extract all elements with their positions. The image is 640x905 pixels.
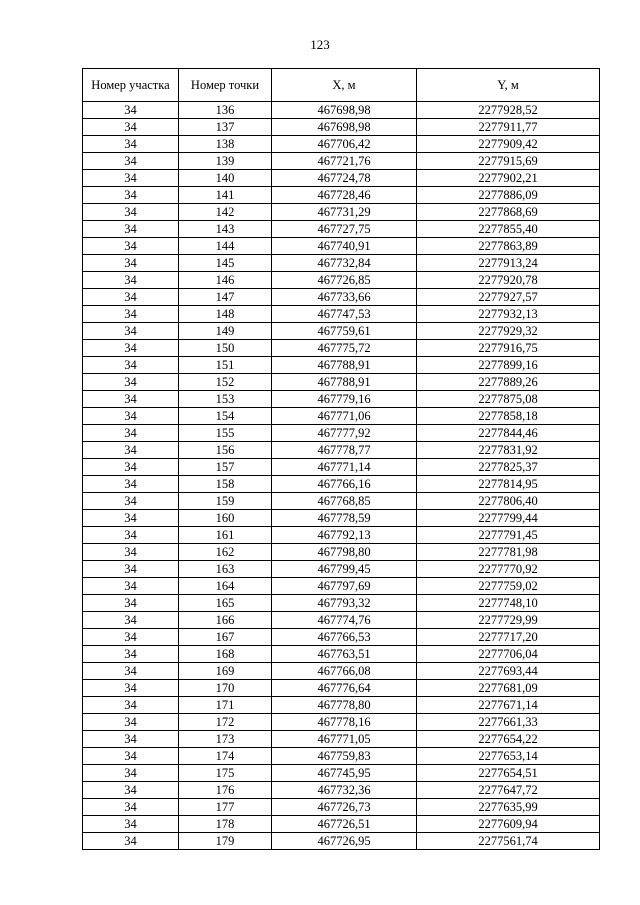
y-coordinate-cell: 2277855,40: [417, 221, 600, 238]
x-coordinate-cell: 467768,85: [272, 493, 417, 510]
table-row: [83, 578, 600, 595]
x-coordinate-cell: 467745,95: [272, 765, 417, 782]
table-row: [83, 714, 600, 731]
coordinates-table: [82, 68, 600, 850]
plot-number-cell: 34: [83, 646, 179, 663]
y-coordinate-cell: 2277899,16: [417, 357, 600, 374]
x-coordinate-cell: 467726,73: [272, 799, 417, 816]
plot-number-cell: 34: [83, 289, 179, 306]
plot-number-cell: 34: [83, 731, 179, 748]
x-coordinate-cell: 467788,91: [272, 357, 417, 374]
plot-number-cell: 34: [83, 306, 179, 323]
page-number: 123: [310, 37, 330, 52]
x-coordinate-cell: 467732,84: [272, 255, 417, 272]
y-coordinate-cell: 2277799,44: [417, 510, 600, 527]
y-coordinate-cell: 2277858,18: [417, 408, 600, 425]
point-number-cell: 140: [179, 170, 272, 187]
y-coordinate-cell: 2277915,69: [417, 153, 600, 170]
point-number-cell: 179: [179, 833, 272, 850]
table-row: [83, 459, 600, 476]
x-coordinate-cell: 467726,95: [272, 833, 417, 850]
plot-number-cell: 34: [83, 765, 179, 782]
y-coordinate-cell: 2277717,20: [417, 629, 600, 646]
x-coordinate-cell: 467724,78: [272, 170, 417, 187]
point-number-cell: 157: [179, 459, 272, 476]
point-number-cell: 148: [179, 306, 272, 323]
x-coordinate-cell: 467771,06: [272, 408, 417, 425]
x-coordinate-cell: 467778,80: [272, 697, 417, 714]
x-coordinate-cell: 467771,05: [272, 731, 417, 748]
header-x-coordinate: X, м: [272, 69, 417, 102]
plot-number-cell: 34: [83, 578, 179, 595]
plot-number-cell: 34: [83, 527, 179, 544]
plot-number-cell: 34: [83, 833, 179, 850]
y-coordinate-cell: 2277886,09: [417, 187, 600, 204]
plot-number-cell: 34: [83, 663, 179, 680]
y-coordinate-cell: 2277647,72: [417, 782, 600, 799]
x-coordinate-cell: 467766,16: [272, 476, 417, 493]
plot-number-cell: 34: [83, 561, 179, 578]
table-row: [83, 595, 600, 612]
x-coordinate-cell: 467766,53: [272, 629, 417, 646]
plot-number-cell: 34: [83, 595, 179, 612]
x-coordinate-cell: 467733,66: [272, 289, 417, 306]
point-number-cell: 171: [179, 697, 272, 714]
point-number-cell: 153: [179, 391, 272, 408]
x-coordinate-cell: 467775,72: [272, 340, 417, 357]
point-number-cell: 177: [179, 799, 272, 816]
x-coordinate-cell: 467778,59: [272, 510, 417, 527]
y-coordinate-cell: 2277909,42: [417, 136, 600, 153]
table-row: [83, 799, 600, 816]
point-number-cell: 136: [179, 102, 272, 119]
x-coordinate-cell: 467774,76: [272, 612, 417, 629]
table-row: [83, 663, 600, 680]
y-coordinate-cell: 2277929,32: [417, 323, 600, 340]
table-row: [83, 612, 600, 629]
x-coordinate-cell: 467797,69: [272, 578, 417, 595]
x-coordinate-cell: 467706,42: [272, 136, 417, 153]
point-number-cell: 172: [179, 714, 272, 731]
table-row: [83, 102, 600, 119]
x-coordinate-cell: 467766,08: [272, 663, 417, 680]
plot-number-cell: 34: [83, 799, 179, 816]
point-number-cell: 165: [179, 595, 272, 612]
y-coordinate-cell: 2277932,13: [417, 306, 600, 323]
y-coordinate-cell: 2277653,14: [417, 748, 600, 765]
table-row: [83, 425, 600, 442]
y-coordinate-cell: 2277928,52: [417, 102, 600, 119]
table-row: [83, 306, 600, 323]
point-number-cell: 174: [179, 748, 272, 765]
table-row: [83, 119, 600, 136]
table-row: [83, 816, 600, 833]
point-number-cell: 166: [179, 612, 272, 629]
table-row: [83, 408, 600, 425]
table-row: [83, 357, 600, 374]
table-row: [83, 646, 600, 663]
table-row: [83, 680, 600, 697]
table-row: [83, 527, 600, 544]
y-coordinate-cell: 2277825,37: [417, 459, 600, 476]
plot-number-cell: 34: [83, 340, 179, 357]
plot-number-cell: 34: [83, 442, 179, 459]
header-y-coordinate: Y, м: [417, 69, 600, 102]
point-number-cell: 161: [179, 527, 272, 544]
x-coordinate-cell: 467732,36: [272, 782, 417, 799]
y-coordinate-cell: 2277781,98: [417, 544, 600, 561]
plot-number-cell: 34: [83, 102, 179, 119]
y-coordinate-cell: 2277927,57: [417, 289, 600, 306]
header-row: [83, 69, 600, 102]
point-number-cell: 150: [179, 340, 272, 357]
point-number-cell: 169: [179, 663, 272, 680]
plot-number-cell: 34: [83, 204, 179, 221]
table-row: [83, 544, 600, 561]
plot-number-cell: 34: [83, 238, 179, 255]
y-coordinate-cell: 2277770,92: [417, 561, 600, 578]
point-number-cell: 160: [179, 510, 272, 527]
x-coordinate-cell: 467727,75: [272, 221, 417, 238]
point-number-cell: 164: [179, 578, 272, 595]
point-number-cell: 156: [179, 442, 272, 459]
table-body: [83, 102, 600, 850]
plot-number-cell: 34: [83, 459, 179, 476]
x-coordinate-cell: 467776,64: [272, 680, 417, 697]
table-row: [83, 782, 600, 799]
y-coordinate-cell: 2277791,45: [417, 527, 600, 544]
table-row: [83, 187, 600, 204]
point-number-cell: 168: [179, 646, 272, 663]
point-number-cell: 158: [179, 476, 272, 493]
point-number-cell: 170: [179, 680, 272, 697]
x-coordinate-cell: 467721,76: [272, 153, 417, 170]
plot-number-cell: 34: [83, 425, 179, 442]
point-number-cell: 143: [179, 221, 272, 238]
y-coordinate-cell: 2277681,09: [417, 680, 600, 697]
x-coordinate-cell: 467759,61: [272, 323, 417, 340]
y-coordinate-cell: 2277729,99: [417, 612, 600, 629]
y-coordinate-cell: 2277654,22: [417, 731, 600, 748]
plot-number-cell: 34: [83, 748, 179, 765]
x-coordinate-cell: 467726,51: [272, 816, 417, 833]
x-coordinate-cell: 467728,46: [272, 187, 417, 204]
point-number-cell: 159: [179, 493, 272, 510]
table-row: [83, 170, 600, 187]
x-coordinate-cell: 467777,92: [272, 425, 417, 442]
plot-number-cell: 34: [83, 816, 179, 833]
y-coordinate-cell: 2277863,89: [417, 238, 600, 255]
plot-number-cell: 34: [83, 408, 179, 425]
x-coordinate-cell: 467779,16: [272, 391, 417, 408]
y-coordinate-cell: 2277916,75: [417, 340, 600, 357]
table-row: [83, 510, 600, 527]
point-number-cell: 167: [179, 629, 272, 646]
y-coordinate-cell: 2277671,14: [417, 697, 600, 714]
y-coordinate-cell: 2277706,04: [417, 646, 600, 663]
plot-number-cell: 34: [83, 697, 179, 714]
point-number-cell: 137: [179, 119, 272, 136]
point-number-cell: 139: [179, 153, 272, 170]
point-number-cell: 142: [179, 204, 272, 221]
point-number-cell: 175: [179, 765, 272, 782]
plot-number-cell: 34: [83, 357, 179, 374]
plot-number-cell: 34: [83, 612, 179, 629]
plot-number-cell: 34: [83, 255, 179, 272]
point-number-cell: 147: [179, 289, 272, 306]
plot-number-cell: 34: [83, 476, 179, 493]
y-coordinate-cell: 2277693,44: [417, 663, 600, 680]
y-coordinate-cell: 2277868,69: [417, 204, 600, 221]
plot-number-cell: 34: [83, 680, 179, 697]
y-coordinate-cell: 2277831,92: [417, 442, 600, 459]
point-number-cell: 149: [179, 323, 272, 340]
y-coordinate-cell: 2277902,21: [417, 170, 600, 187]
table-row: [83, 204, 600, 221]
table-row: [83, 765, 600, 782]
table-row: [83, 629, 600, 646]
plot-number-cell: 34: [83, 782, 179, 799]
table-row: [83, 374, 600, 391]
point-number-cell: 141: [179, 187, 272, 204]
point-number-cell: 162: [179, 544, 272, 561]
y-coordinate-cell: 2277844,46: [417, 425, 600, 442]
x-coordinate-cell: 467747,53: [272, 306, 417, 323]
table-row: [83, 238, 600, 255]
plot-number-cell: 34: [83, 221, 179, 238]
plot-number-cell: 34: [83, 119, 179, 136]
plot-number-cell: 34: [83, 187, 179, 204]
y-coordinate-cell: 2277561,74: [417, 833, 600, 850]
x-coordinate-cell: 467792,13: [272, 527, 417, 544]
plot-number-cell: 34: [83, 391, 179, 408]
point-number-cell: 155: [179, 425, 272, 442]
y-coordinate-cell: 2277635,99: [417, 799, 600, 816]
y-coordinate-cell: 2277889,26: [417, 374, 600, 391]
plot-number-cell: 34: [83, 170, 179, 187]
plot-number-cell: 34: [83, 510, 179, 527]
point-number-cell: 138: [179, 136, 272, 153]
x-coordinate-cell: 467726,85: [272, 272, 417, 289]
plot-number-cell: 34: [83, 153, 179, 170]
table-row: [83, 833, 600, 850]
plot-number-cell: 34: [83, 714, 179, 731]
y-coordinate-cell: 2277814,95: [417, 476, 600, 493]
x-coordinate-cell: 467799,45: [272, 561, 417, 578]
point-number-cell: 154: [179, 408, 272, 425]
plot-number-cell: 34: [83, 629, 179, 646]
plot-number-cell: 34: [83, 136, 179, 153]
plot-number-cell: 34: [83, 493, 179, 510]
table-header: [83, 69, 600, 102]
point-number-cell: 152: [179, 374, 272, 391]
plot-number-cell: 34: [83, 544, 179, 561]
y-coordinate-cell: 2277806,40: [417, 493, 600, 510]
point-number-cell: 173: [179, 731, 272, 748]
table-row: [83, 442, 600, 459]
point-number-cell: 146: [179, 272, 272, 289]
x-coordinate-cell: 467698,98: [272, 119, 417, 136]
table-row: [83, 697, 600, 714]
y-coordinate-cell: 2277875,08: [417, 391, 600, 408]
x-coordinate-cell: 467759,83: [272, 748, 417, 765]
plot-number-cell: 34: [83, 323, 179, 340]
table-row: [83, 340, 600, 357]
point-number-cell: 145: [179, 255, 272, 272]
table-row: [83, 323, 600, 340]
y-coordinate-cell: 2277654,51: [417, 765, 600, 782]
plot-number-cell: 34: [83, 374, 179, 391]
x-coordinate-cell: 467763,51: [272, 646, 417, 663]
y-coordinate-cell: 2277911,77: [417, 119, 600, 136]
x-coordinate-cell: 467788,91: [272, 374, 417, 391]
y-coordinate-cell: 2277913,24: [417, 255, 600, 272]
table-row: [83, 748, 600, 765]
header-plot-number: Номер участка: [83, 69, 179, 102]
x-coordinate-cell: 467771,14: [272, 459, 417, 476]
table-row: [83, 476, 600, 493]
x-coordinate-cell: 467731,29: [272, 204, 417, 221]
table-row: [83, 391, 600, 408]
table-row: [83, 221, 600, 238]
point-number-cell: 151: [179, 357, 272, 374]
point-number-cell: 163: [179, 561, 272, 578]
table-row: [83, 561, 600, 578]
table-row: [83, 493, 600, 510]
y-coordinate-cell: 2277609,94: [417, 816, 600, 833]
y-coordinate-cell: 2277661,33: [417, 714, 600, 731]
point-number-cell: 178: [179, 816, 272, 833]
plot-number-cell: 34: [83, 272, 179, 289]
table-row: [83, 136, 600, 153]
header-point-number: Номер точки: [179, 69, 272, 102]
y-coordinate-cell: 2277748,10: [417, 595, 600, 612]
table-row: [83, 153, 600, 170]
x-coordinate-cell: 467798,80: [272, 544, 417, 561]
point-number-cell: 176: [179, 782, 272, 799]
y-coordinate-cell: 2277920,78: [417, 272, 600, 289]
point-number-cell: 144: [179, 238, 272, 255]
x-coordinate-cell: 467698,98: [272, 102, 417, 119]
x-coordinate-cell: 467778,77: [272, 442, 417, 459]
table-row: [83, 272, 600, 289]
y-coordinate-cell: 2277759,02: [417, 578, 600, 595]
table-row: [83, 731, 600, 748]
x-coordinate-cell: 467793,32: [272, 595, 417, 612]
x-coordinate-cell: 467778,16: [272, 714, 417, 731]
table-row: [83, 289, 600, 306]
x-coordinate-cell: 467740,91: [272, 238, 417, 255]
table-row: [83, 255, 600, 272]
